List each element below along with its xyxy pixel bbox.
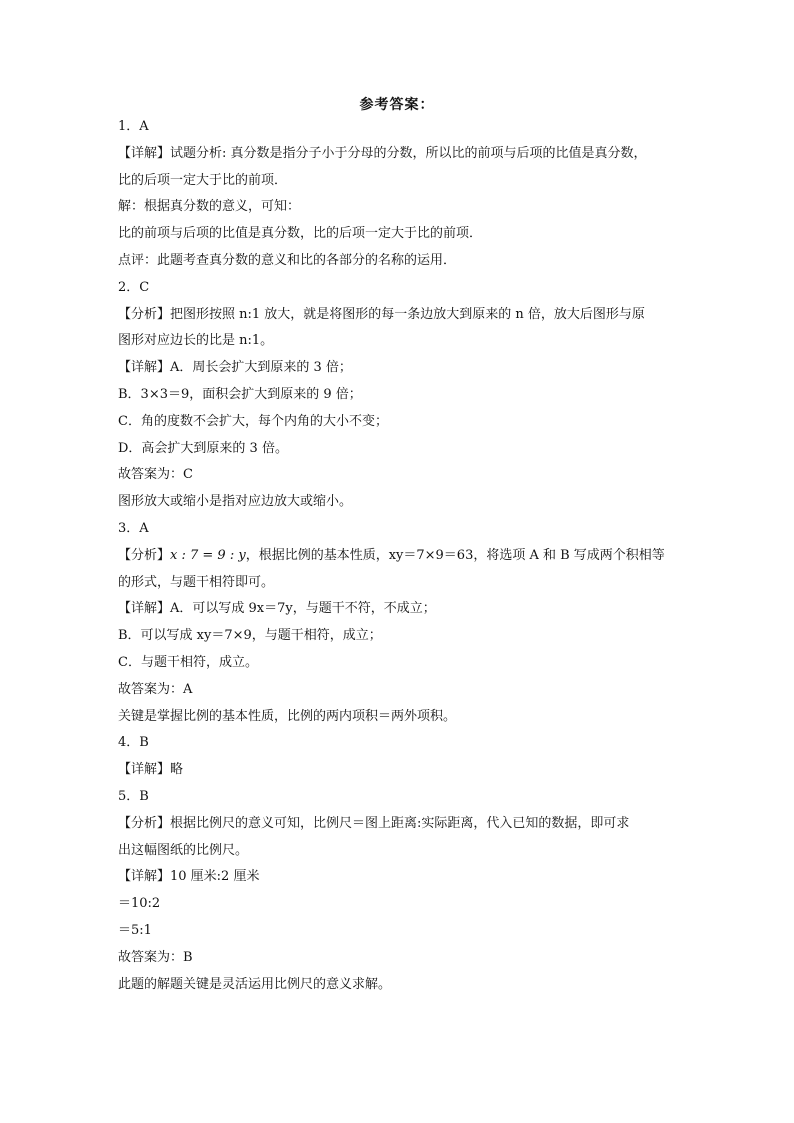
q5-analysis-line-2: 出这幅图纸的比例尺。 <box>118 842 249 858</box>
q2-final-answer: 故答案为：C <box>118 467 193 483</box>
q3-analysis-line-2: 的形式，与题干相符即可。 <box>118 574 275 590</box>
q1-solution-line-2: 比的前项与后项的比值是真分数，比的后项一定大于比的前项． <box>118 226 483 242</box>
q5-detail-step-3: ＝5:1 <box>118 922 152 938</box>
q5-note: 此题的解题关键是灵活运用比例尺的意义求解。 <box>118 976 392 992</box>
page-title: 参考答案： <box>359 97 435 113</box>
q2-analysis-line-1: 【分析】把图形按照 n:1 放大，就是将图形的每一条边放大到原来的 n 倍，放大后图形与原 <box>118 306 645 322</box>
answer-content <box>118 114 678 998</box>
q5-final-answer: 故答案为：B <box>118 949 193 965</box>
q3-analysis-prefix: 【分析】 <box>118 547 171 563</box>
q3-detail-c: C．与题干相符，成立。 <box>118 654 258 670</box>
q2-answer: 2．C <box>118 279 150 295</box>
q5-detail-step-1: 【详解】10 厘米:2 厘米 <box>118 869 260 885</box>
q3-proportion-formula: x : 7 = 9 : y <box>170 547 246 563</box>
q5-answer: 5．B <box>118 788 149 804</box>
q1-answer: 1．A <box>118 119 149 134</box>
q2-detail-d: D．高会扩大到原来的 3 倍。 <box>118 440 288 456</box>
q2-note: 图形放大或缩小是指对应边放大或缩小。 <box>118 494 353 510</box>
q3-analysis-line-1 <box>118 543 678 570</box>
q3-note: 关键是掌握比例的基本性质，比例的两内项积＝两外项积。 <box>118 708 457 724</box>
q2-detail-c: C．角的度数不会扩大，每个内角的大小不变； <box>118 413 388 429</box>
q3-detail-a: 【详解】A．可以写成 9x＝7y，与题干不符，不成立； <box>118 601 436 617</box>
q1-detail-line-2: 比的后项一定大于比的前项． <box>118 172 288 188</box>
q2-detail-b: B．3×3＝9，面积会扩大到原来的 9 倍； <box>118 386 362 402</box>
q3-detail-b: B．可以写成 xy＝7×9，与题干相符，成立； <box>118 628 382 644</box>
q5-detail-step-2: ＝10:2 <box>118 896 161 912</box>
q2-analysis-line-2: 图形对应边长的比是 n:1。 <box>118 333 274 349</box>
q4-answer: 4．B <box>118 735 149 751</box>
q1-detail-line-1: 【详解】试题分析: 真分数是指分子小于分母的分数，所以比的前项与后项的比值是真分数， <box>118 145 647 161</box>
q5-analysis-line-1: 【分析】根据比例尺的意义可知，比例尺＝图上距离:实际距离，代入已知的数据，即可求 <box>118 815 630 831</box>
q4-detail: 【详解】略 <box>118 762 184 778</box>
q3-final-answer: 故答案为：A <box>118 681 193 697</box>
q1-solution: 解：根据真分数的意义，可知： <box>118 199 301 215</box>
q2-detail-a: 【详解】A．周长会扩大到原来的 3 倍； <box>118 360 352 376</box>
q1-comment: 点评：此题考查真分数的意义和比的各部分的名称的运用． <box>118 252 457 268</box>
q3-analysis-suffix: ，根据比例的基本性质，xy＝7×9＝63，将选项 A 和 B 写成两个积相等 <box>245 547 665 563</box>
q3-answer: 3．A <box>118 520 149 536</box>
